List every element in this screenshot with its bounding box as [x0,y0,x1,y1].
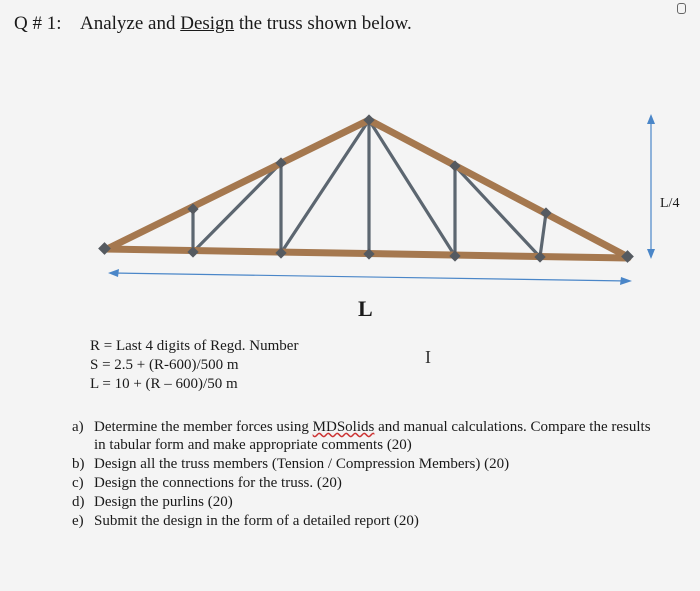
task-label: a) [72,419,84,435]
task-list [72,418,652,531]
height-label: L/4 [660,196,680,211]
task-text: Design the purlins (20) [94,494,233,510]
span-dimension-arrow [108,269,632,285]
task-item [72,474,652,492]
right-top-chord [369,120,628,257]
task-text: Design the connections for the truss. (20) [94,475,342,491]
text-cursor-icon: I [425,347,431,367]
parameter-l: L = 10 + (R – 600)/50 m [90,376,238,392]
span-label: L [358,296,373,321]
task-text-continued: and manual calculations. Compare the results in tabular form and make appropriate comments (20) [94,419,651,453]
left-top-chord [107,120,369,249]
parameter-s: S = 2.5 + (R-600)/500 m [90,357,239,373]
title-part-1: Analyze and [80,13,181,34]
title-underlined: Design [180,13,235,34]
title-part-2: the truss shown below. [234,13,412,34]
task-item [72,418,652,454]
task-text: Determine the member forces using [94,419,313,435]
task-item [72,493,652,511]
task-label: b) [72,456,85,472]
vertical-member [540,213,546,257]
joint [98,242,111,255]
task-text: Design all the truss members (Tension / Compression Members) (20) [94,456,510,472]
task-label: e) [72,513,84,529]
height-dimension-arrow [647,114,655,259]
task-text: Submit the design in the form of a detailed report (20) [94,513,419,529]
task-label: c) [72,475,84,491]
diagonal-member [455,166,540,257]
task-item [72,455,652,473]
parameter-r: R = Last 4 digits of Regd. Number [90,338,299,354]
question-number: Q # 1: [14,13,62,34]
diagonal-member [193,163,281,252]
task-item [72,512,652,530]
chords [104,120,628,258]
task-label: d) [72,494,85,510]
joints [98,114,634,263]
software-name: MDSolids [312,419,375,435]
